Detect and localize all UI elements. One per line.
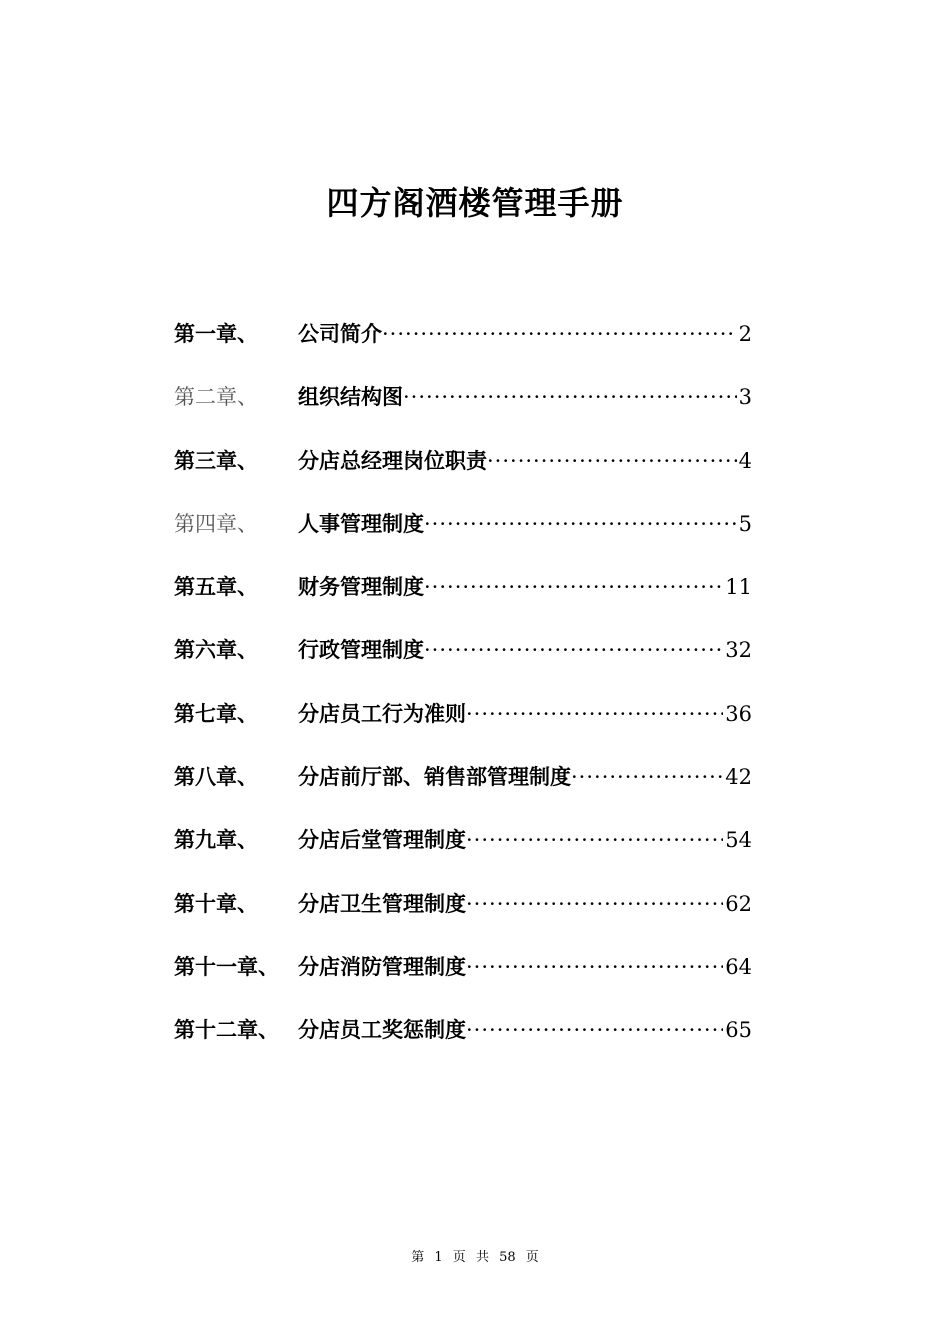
toc-chapter-number: 第十二章、 xyxy=(174,1017,279,1043)
toc-dot-leader xyxy=(571,765,723,789)
toc-dot-leader xyxy=(466,1018,723,1042)
toc-dot-leader xyxy=(403,385,737,409)
toc-item[interactable] xyxy=(174,761,752,824)
toc-heading: 分店员工行为准则 xyxy=(298,700,466,726)
toc-dot-leader xyxy=(466,892,723,916)
toc-page-number: 42 xyxy=(725,765,752,790)
toc-chapter-number: 第二章、 xyxy=(174,385,258,410)
toc-chapter-number: 第六章、 xyxy=(174,637,258,663)
toc-item[interactable] xyxy=(174,634,752,697)
toc-heading: 分店消防管理制度 xyxy=(298,953,466,979)
toc-chapter-number: 第十章、 xyxy=(174,890,258,916)
footer-page-word: 页 xyxy=(452,1250,466,1265)
toc-page-number: 54 xyxy=(725,828,752,853)
toc-dot-leader xyxy=(424,638,723,662)
toc-heading: 分店后堂管理制度 xyxy=(298,827,466,853)
toc-item[interactable] xyxy=(174,951,752,1014)
footer-total-prefix: 共 xyxy=(475,1250,489,1265)
toc-heading: 组织结构图 xyxy=(298,384,403,410)
toc-dot-leader xyxy=(424,575,723,599)
toc-chapter-number: 第七章、 xyxy=(174,700,258,726)
toc-chapter-number: 第一章、 xyxy=(174,321,258,346)
toc-page-number: 64 xyxy=(725,954,752,979)
toc-dot-leader xyxy=(466,702,723,726)
toc-page-number: 62 xyxy=(725,891,752,916)
toc-page-number: 11 xyxy=(725,575,752,600)
toc-item[interactable] xyxy=(174,571,752,634)
toc-item[interactable] xyxy=(174,508,752,571)
toc-page-number: 4 xyxy=(738,448,752,473)
toc-page-number: 36 xyxy=(725,701,752,726)
toc-item[interactable] xyxy=(174,445,752,508)
toc-item[interactable] xyxy=(174,381,752,444)
toc-page-number: 2 xyxy=(738,322,752,346)
toc-item[interactable] xyxy=(174,1014,752,1077)
footer-current-page: 1 xyxy=(434,1250,443,1265)
toc-page-number: 65 xyxy=(725,1018,752,1043)
toc-heading: 人事管理制度 xyxy=(298,510,424,536)
toc-page-number: 32 xyxy=(725,638,752,663)
footer-prefix: 第 xyxy=(411,1250,425,1265)
toc-dot-leader xyxy=(382,322,737,346)
toc-chapter-number: 第三章、 xyxy=(174,447,258,473)
toc-heading: 分店员工奖惩制度 xyxy=(298,1017,466,1043)
toc-heading: 公司简介 xyxy=(298,321,382,346)
footer-suffix: 页 xyxy=(525,1250,539,1265)
footer-total-pages: 58 xyxy=(499,1250,516,1265)
toc-chapter-number: 第五章、 xyxy=(174,574,258,600)
toc-chapter-number: 第八章、 xyxy=(174,764,258,790)
toc-heading: 分店前厅部、销售部管理制度 xyxy=(298,764,571,790)
document-title: 四方阁酒楼管理手册 xyxy=(326,184,624,222)
toc-heading: 行政管理制度 xyxy=(298,637,424,663)
table-of-contents xyxy=(174,318,752,1078)
toc-item[interactable] xyxy=(174,698,752,761)
toc-item[interactable] xyxy=(174,888,752,951)
toc-chapter-number: 第四章、 xyxy=(174,511,258,536)
toc-dot-leader xyxy=(424,512,737,536)
toc-chapter-number: 第九章、 xyxy=(174,827,258,853)
toc-heading: 财务管理制度 xyxy=(298,574,424,600)
toc-item[interactable] xyxy=(174,824,752,887)
toc-page-number: 5 xyxy=(738,511,752,536)
toc-page-number: 3 xyxy=(738,385,752,410)
page-footer xyxy=(0,1246,950,1265)
toc-dot-leader xyxy=(466,828,723,852)
toc-dot-leader xyxy=(487,449,737,473)
toc-heading: 分店卫生管理制度 xyxy=(298,890,466,916)
toc-heading: 分店总经理岗位职责 xyxy=(298,447,487,473)
toc-chapter-number: 第十一章、 xyxy=(174,953,279,979)
toc-item[interactable] xyxy=(174,318,752,381)
toc-dot-leader xyxy=(466,955,723,979)
